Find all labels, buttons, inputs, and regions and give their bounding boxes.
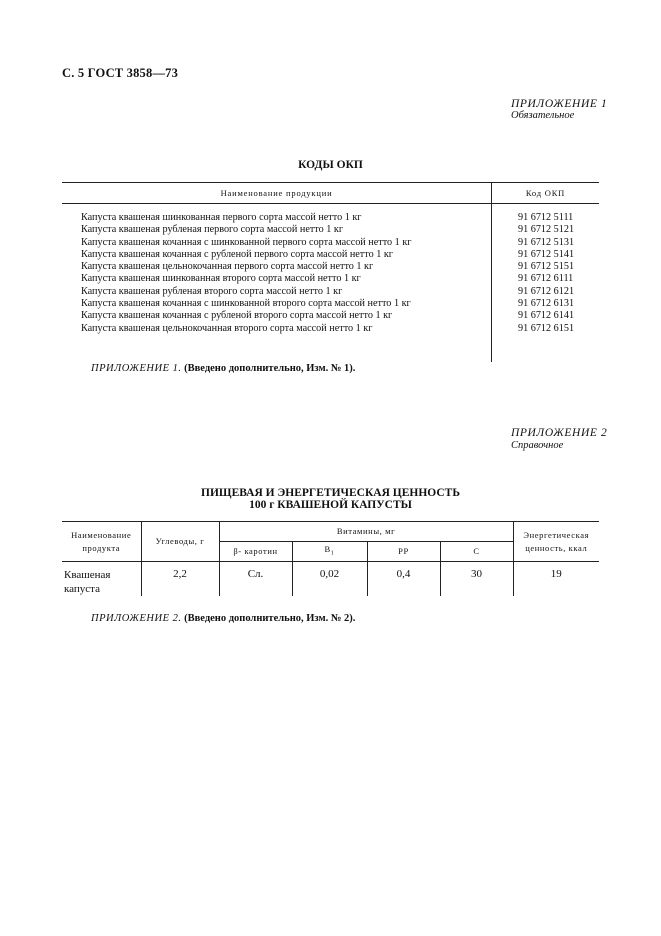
appendix1-note-text: (Введено дополнительно, Изм. № 1).: [184, 363, 356, 374]
okp-product-name: Капуста квашеная рубленая второго сорта массой нетто 1 кг: [81, 285, 343, 297]
okp-product-name: Капуста квашеная кочанная с рубленой первого сорта массой нетто 1 кг: [81, 248, 393, 260]
okp-table-header: [62, 182, 599, 204]
okp-code: 91 6712 5111: [518, 212, 574, 223]
table-row: [62, 273, 599, 285]
appendix1-note-label: ПРИЛОЖЕНИЕ 1.: [91, 363, 182, 374]
nutrition-col-product: Наименование продукта: [62, 522, 141, 562]
okp-product-name: Капуста квашеная кочанная с шинкованной второго сорта массой нетто 1 кг: [81, 298, 411, 310]
appendix1-note: [91, 363, 355, 374]
okp-code: 91 6712 6111: [518, 273, 574, 285]
b1-subscript: 1: [330, 550, 335, 557]
okp-product-name: Капуста квашеная рубленая первого сорта массой нетто 1 кг: [81, 224, 344, 236]
okp-code: 91 6712 6121: [518, 285, 575, 297]
nutrition-c-value: 30: [440, 562, 513, 597]
nutrition-energy-value: 19: [513, 562, 599, 597]
nutrition-col-energy: Энергетическая ценность, ккал: [513, 522, 599, 562]
nutrition-col-vitamins: Витамины, мг: [219, 522, 513, 542]
okp-code: 91 6712 6151: [518, 322, 575, 334]
page-header: С. 5 ГОСТ 3858—73: [62, 66, 179, 80]
nutrition-heading-line2: 100 г КВАШЕНОЙ КАПУСТЫ: [249, 499, 412, 511]
nutrition-heading-line1: ПИЩЕВАЯ И ЭНЕРГЕТИЧЕСКАЯ ЦЕННОСТЬ: [201, 487, 460, 499]
table-row: [62, 224, 599, 236]
table-row: [62, 249, 599, 261]
okp-product-name: Капуста квашеная цельнокочанная второго сорта массой нетто 1 кг: [81, 322, 373, 334]
table-row: [62, 562, 599, 597]
nutrition-beta-value: Сл.: [219, 562, 292, 597]
okp-col-name: Наименование продукции: [220, 188, 333, 198]
okp-code: 91 6712 5131: [518, 236, 575, 248]
appendix2-subtitle: Справочное: [511, 440, 564, 451]
appendix2-note: [91, 613, 355, 624]
table-row: [62, 286, 599, 298]
nutrition-col-beta: β- каротин: [219, 542, 292, 562]
appendix2-title: ПРИЛОЖЕНИЕ 2: [511, 427, 608, 439]
table-row: [62, 310, 599, 322]
nutrition-col-c: C: [440, 542, 513, 562]
okp-code: 91 6712 5141: [518, 248, 575, 260]
nutrition-pp-value: 0,4: [367, 562, 440, 597]
okp-col-code: Код ОКП: [491, 183, 599, 203]
okp-table-body: [62, 204, 599, 362]
nutrition-col-b1: [292, 542, 367, 562]
okp-code: 91 6712 6131: [518, 298, 575, 310]
nutrition-carbs-value: 2,2: [141, 562, 219, 597]
okp-product-name: Капуста квашеная шинкованная второго сорта массой нетто 1 кг: [81, 273, 361, 285]
okp-product-name: Капуста квашеная шинкованная первого сорта массой нетто 1 кг: [81, 212, 362, 223]
table-row: [62, 323, 599, 335]
nutrition-col-pp: PP: [367, 542, 440, 562]
appendix2-note-text: (Введено дополнительно, Изм. № 2).: [184, 613, 356, 624]
table-row: [62, 298, 599, 310]
nutrition-col-carbs: Углеводы, г: [141, 522, 219, 562]
nutrition-b1-value: 0,02: [292, 562, 367, 597]
okp-code: 91 6712 5151: [518, 261, 575, 273]
okp-table: [62, 182, 599, 362]
table-row: [62, 212, 599, 224]
nutrition-product-name: Квашеная капуста: [62, 562, 141, 597]
okp-product-name: Капуста квашеная цельнокочанная первого сорта массой нетто 1 кг: [81, 261, 374, 273]
okp-code: 91 6712 6141: [518, 310, 575, 322]
appendix1-title: ПРИЛОЖЕНИЕ 1: [511, 98, 608, 110]
table-row: [62, 261, 599, 273]
appendix2-note-label: ПРИЛОЖЕНИЕ 2.: [91, 613, 182, 624]
okp-heading: КОДЫ ОКП: [298, 159, 363, 171]
appendix1-subtitle: Обязательное: [511, 110, 575, 121]
okp-code: 91 6712 5121: [518, 224, 575, 236]
b1-label: B: [324, 543, 331, 554]
okp-product-name: Капуста квашеная кочанная с шинкованной первого сорта массой нетто 1 кг: [81, 236, 412, 248]
nutrition-table: [62, 521, 599, 596]
okp-product-name: Капуста квашеная кочанная с рубленой второго сорта массой нетто 1 кг: [81, 310, 393, 322]
table-row: [62, 237, 599, 249]
